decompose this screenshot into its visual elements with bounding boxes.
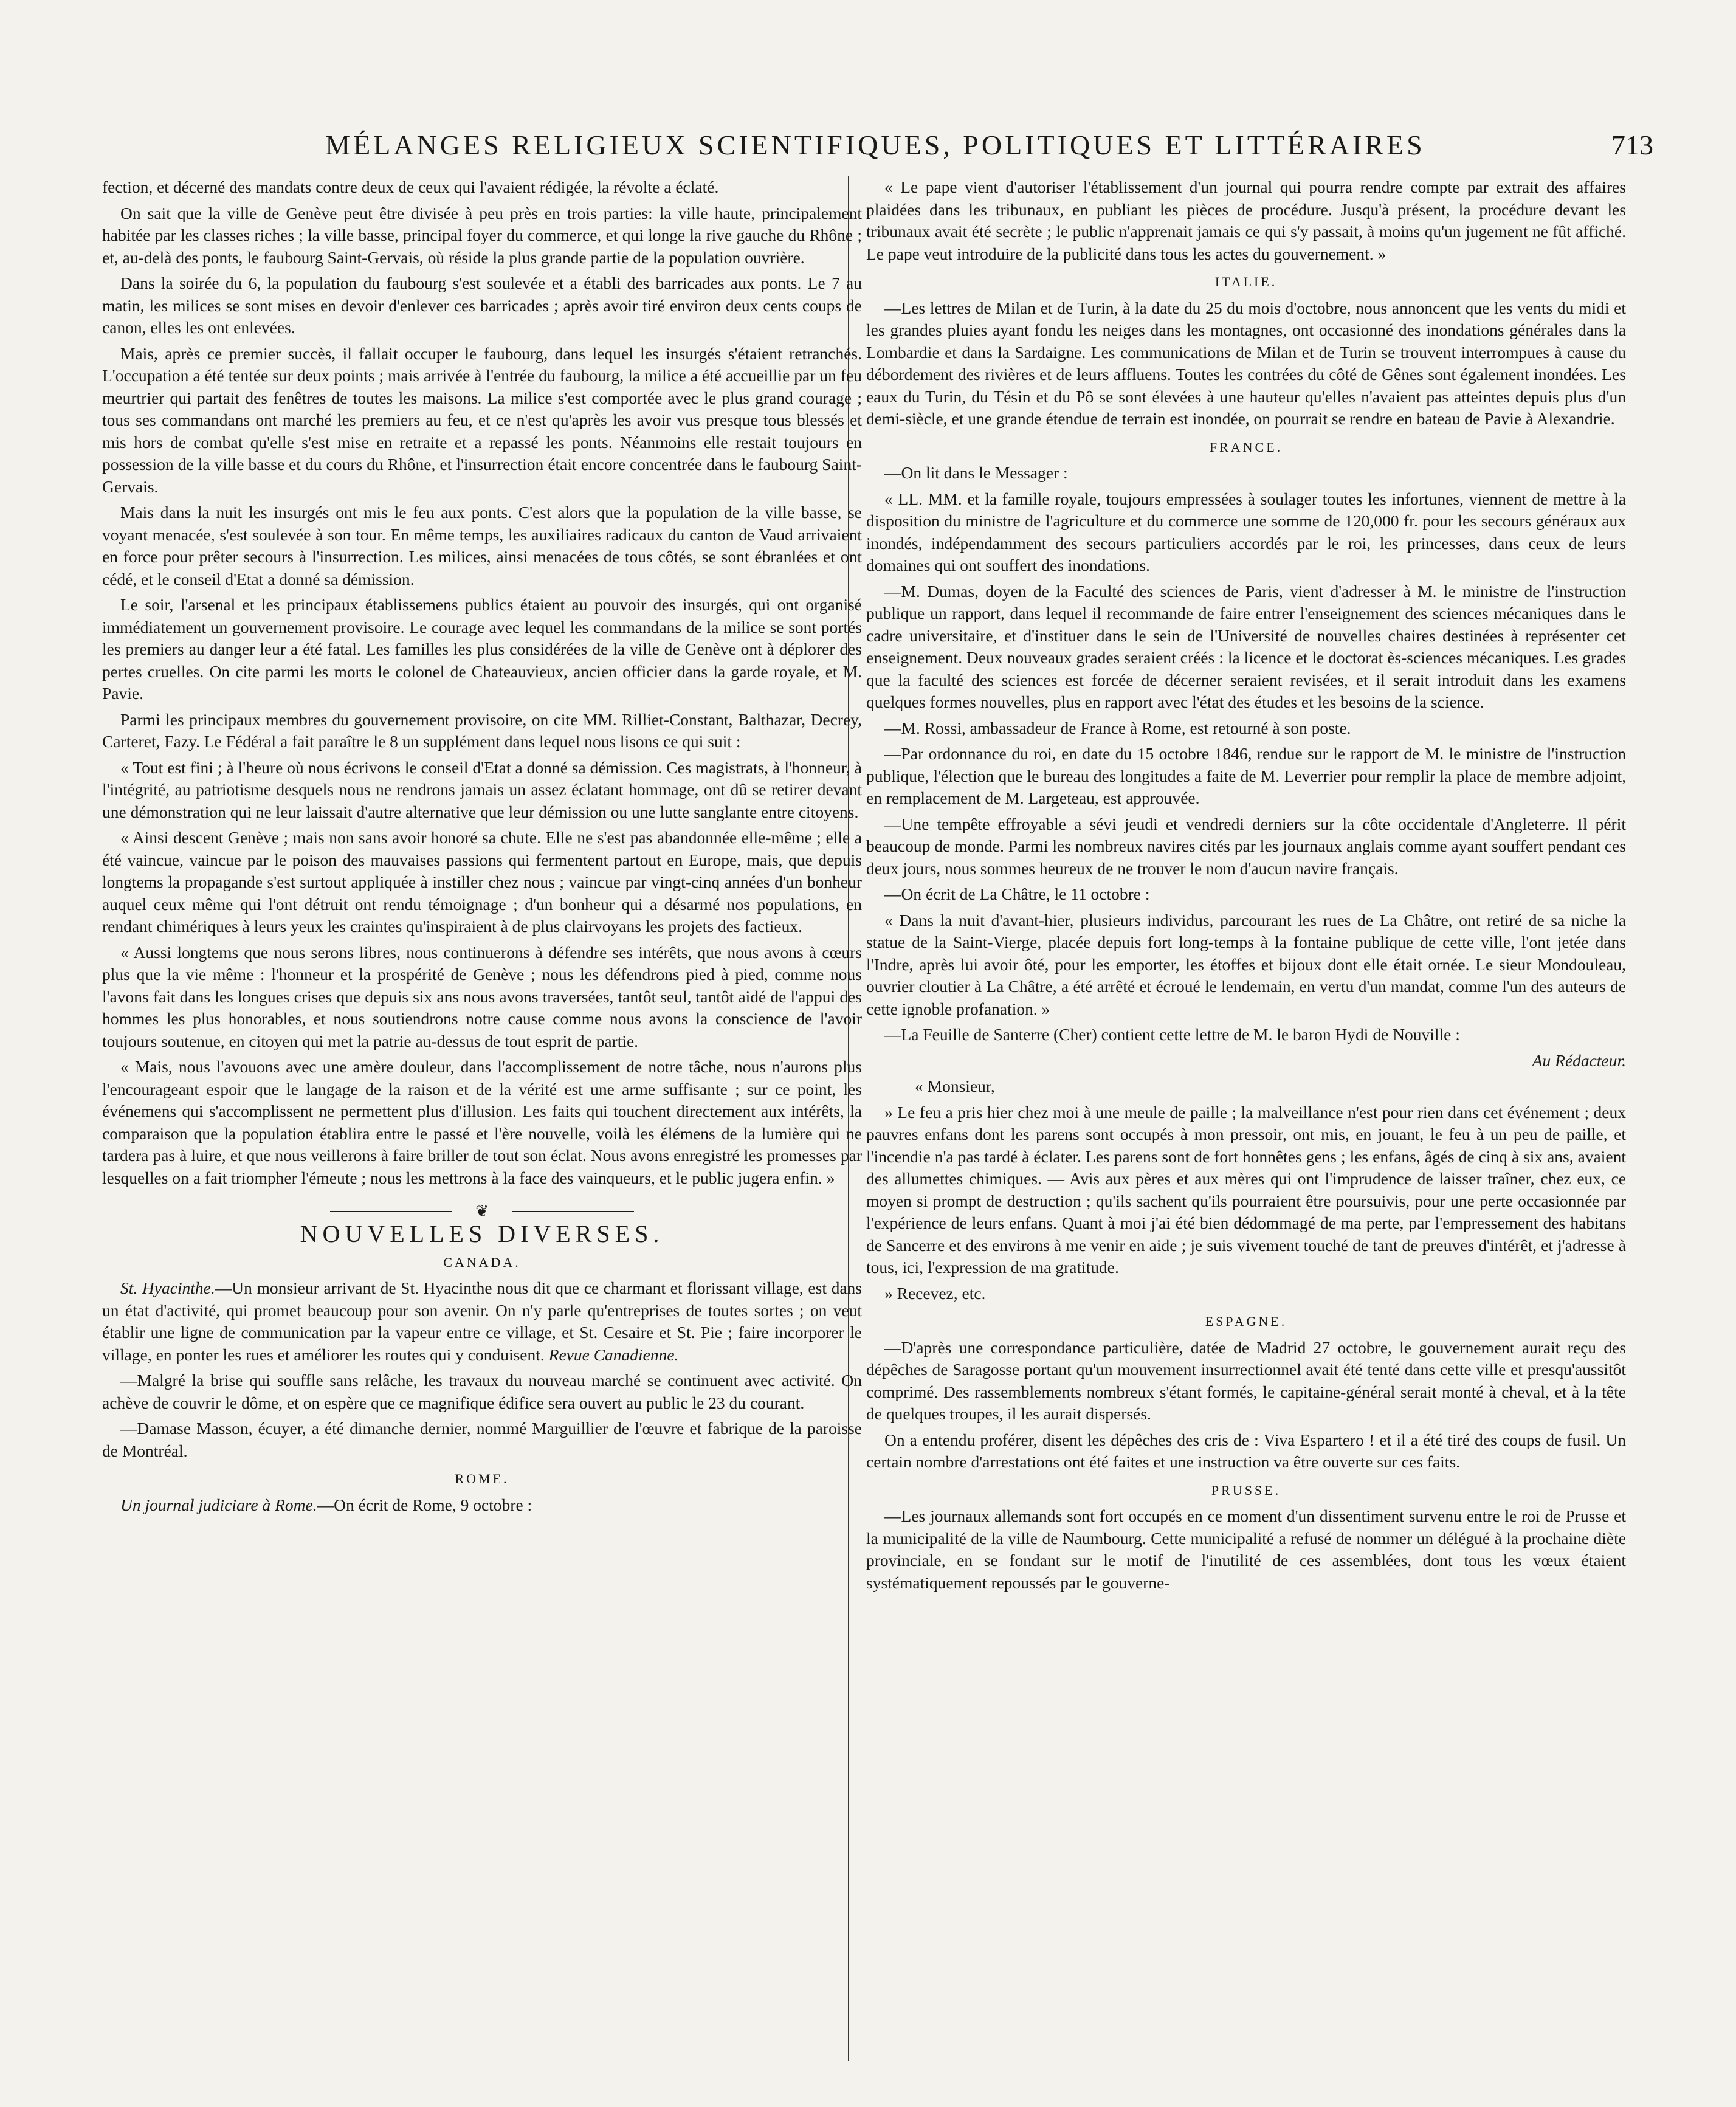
article-paragraph: Parmi les principaux membres du gouvernement provisoire, on cite MM. Rilliet-Constant, Balthazar, Decrey, Carteret, Fazy. Le Fédéral a fait paraître le 8 un supplément dans lequel nous lisons ce qui suit : xyxy=(102,709,862,751)
section-head-espagne: ESPAGNE. xyxy=(1205,1314,1287,1329)
quoted-paragraph: « Tout est fini ; à l'heure où nous écrivons le conseil d'Etat a donné sa démission. Ces magistrats, à l'honneur, à l'intégrité, au patriotisme desquels nous ne rendrons jamais un assez éclatant hommage, ont dû se retirer devant une démonstration qui ne leur laissait d'autre alternative que leur démission ou une lutte sanglante entre citoyens. xyxy=(102,757,862,821)
news-item: —D'après une correspondance particulière, datée de Madrid 27 octobre, le gouvernement aurait reçu des dépêches de Saragosse portant qu'un mouvement insurrectionnel avait été tenté dans cette ville et presqu'aussitôt comprimé. Des rassemblements nombreux s'étant formés, le capitaine-général serait monté à cheval, et à la tête de quelques troupes, il les aurait dispersés. xyxy=(866,1337,1626,1423)
ornament-line-left xyxy=(330,1211,452,1212)
section-head-italie: ITALIE. xyxy=(1214,274,1278,289)
letter-closing: » Recevez, etc. xyxy=(884,1283,986,1303)
article-paragraph: fection, et décerné des mandats contre deux de ceux qui l'avaient rédigée, la révolte a éclaté. xyxy=(102,178,719,196)
article-paragraph: On sait que la ville de Genève peut être divisée à peu près en trois parties: la ville haute, principalement habitée par les classes riches ; la ville basse, principal foyer du commerce, et qui longe la rive gauche du Rhône ; et, au-delà des ponts, le faubourg Saint-Gervais, où réside la plus grande partie de la population ouvrière. xyxy=(102,203,862,267)
section-head-prusse: PRUSSE. xyxy=(1211,1482,1281,1498)
running-title: MÉLANGES RELIGIEUX SCIENTIFIQUES, POLITIQUES ET LITTÉRAIRES xyxy=(325,129,1425,160)
letter-addressee: Au Rédacteur. xyxy=(1532,1050,1626,1070)
decorative-ornament xyxy=(330,1204,634,1219)
letter-salutation: « Monsieur, xyxy=(915,1077,995,1095)
news-item: —On écrit de Rome, 9 octobre : xyxy=(317,1495,532,1514)
quoted-paragraph: « Le pape vient d'autoriser l'établissement d'un journal qui pourra rendre compte par extrait des affaires plaidées dans les tribunaux, en publiant les pièces de procédure. Jusqu'à présent, la procédure devant les tribunaux avait été secrète ; le public n'apprenait jamais ce qui s'y passait, à moins qu'un jugement ne fût affiché. Le pape veut introduire de la publicité dans tous les actes du gouvernement. » xyxy=(866,178,1626,263)
ornament-knot-icon: ❦ xyxy=(475,1202,489,1220)
section-head-rome: ROME. xyxy=(455,1471,509,1486)
news-item: —Les lettres de Milan et de Turin, à la date du 25 du mois d'octobre, nous annoncent que les vents du midi et les grandes pluies ayant fondu les neiges dans les montagnes, ont occasionné des inondations générales dans la Lombardie et dans la Sardaigne. Les communications de Milan et de Turin se trouvent interrompues à cause du débordement des rivières et de leurs affluens. Toutes les contrées du côté de Gênes sont également inondées. Les eaux du Turin, du Tésin et du Pô se sont élevées à une hauteur qu'elles n'avaient pas atteintes depuis plus d'un demi-siècle, et une grande étendue de terrain est inondée, on pourrait se rendre en bateau de Pavie à Alexandrie. xyxy=(866,298,1626,428)
section-head-canada: CANADA. xyxy=(443,1254,521,1270)
page-header xyxy=(97,122,1653,176)
right-column xyxy=(866,176,1626,1598)
news-item: —La Feuille de Santerre (Cher) contient cette lettre de M. le baron Hydi de Nouville : xyxy=(884,1025,1460,1044)
quoted-paragraph: « Dans la nuit d'avant-hier, plusieurs individus, parcourant les rues de La Châtre, ont retiré de sa niche la statue de la Saint-Vierge, placée depuis fort long-temps à la fontaine publique de cette ville, l'ont jetée dans l'Indre, après lui avoir ôté, pour les emporter, les étoffes et bijoux dont elle était ornée. Le sieur Mondouleau, ouvrier cloutier à La Châtre, a été arrêté et écroué le lendemain, en vertu d'un mandat, comme l'un des auteurs de cette ignoble profanation. » xyxy=(866,910,1626,1018)
news-item: —M. Rossi, ambassadeur de France à Rome, est retourné à son poste. xyxy=(884,718,1351,737)
news-item: —Malgré la brise qui souffle sans relâche, les travaux du nouveau marché se continuent avec activité. On achève de couvrir le dôme, et on espère que ce magnifique édifice sera ouvert au public le 23 du courant. xyxy=(102,1371,862,1412)
item-lead: Un journal judiciare à Rome. xyxy=(120,1495,317,1514)
section-head-france: FRANCE. xyxy=(1209,439,1283,455)
section-title-nouvelles: NOUVELLES DIVERSES. xyxy=(300,1220,664,1247)
news-item: —Par ordonnance du roi, en date du 15 octobre 1846, rendue sur le rapport de M. le ministre de l'instruction publique, l'élection que le bureau des longitudes a faite de M. Leverrier pour remplir la place de membre adjoint, en remplacement de M. Largeteau, est approuvée. xyxy=(866,744,1626,807)
source-citation: Revue Canadienne. xyxy=(548,1345,679,1364)
place-name: St. Hyacinthe. xyxy=(120,1278,215,1297)
article-paragraph: Dans la soirée du 6, la population du faubourg s'est soulevée et a établi des barricades aux ponts. Le 7 au matin, les milices se sont mises en devoir d'enlever ces barricades ; après avoir tiré environ deux cents coups de canon, elles les ont enlevées. xyxy=(102,274,862,337)
news-item: —Une tempête effroyable a sévi jeudi et vendredi derniers sur la côte occidentale d'Angleterre. Il périt beaucoup de monde. Parmi les nombreux navires cités par les journaux anglais comme ayant souffert pendant ces deux jours, nous sommes heureux de ne trouver le nom d'aucun navire français. xyxy=(866,814,1626,878)
quoted-paragraph: « Ainsi descent Genève ; mais non sans avoir honoré sa chute. Elle ne s'est pas abandonnée elle-même ; elle a été vaincue, vaincue par le poison des mauvaises passions qui fermentent partout en Europe, mais, que depuis longtems la propagande s'est surtout appliquée à instiller chez nous ; vaincue par vingt-cinq années d'un bonheur auquel ceux même qui l'ont détruit ont rendu témoignage ; d'un bonheur qui a désarmé nos populations, en rendant chimériques à leurs yeux les craintes qu'inspiraient à de plus clairvoyans les projets des factieux. xyxy=(102,828,862,936)
ornament-line-right xyxy=(512,1211,634,1212)
news-item: —M. Dumas, doyen de la Faculté des sciences de Paris, vient d'adresser à M. le ministre de l'instruction publique un rapport, dans lequel il recommande de faire entrer l'enseignement des sciences mécaniques dans le cadre universitaire, et d'instituer dans le sein de l'Université de nouvelles chaires destinées à représenter cet enseignement. Deux nouveaux grades seraient créés : la licence et le doctorat ès-sciences mécaniques. Les grades que la faculté des sciences est forcée de décerner seraient revisées, et il serait introduit dans les examens quelques formes nouvelles, plus en rapport avec l'état des études et les besoins de la science. xyxy=(866,581,1626,711)
article-paragraph: Mais, après ce premier succès, il fallait occuper le faubourg, dans lequel les insurgés s'étaient retranchés. L'occupation a été tentée sur deux points ; mais arrivée à l'entrée du faubourg, la milice a été accueillie par un feu meurtrier qui partait des fenêtres de toutes les maisons. La milice s'est comportée avec le plus grand courage ; tous ses commandans ont marché les premiers au feu, et ce n'est qu'après les avoir vus presque tous blessés et mis hors de combat qu'elle s'est mise en retraite et a repassé les ponts. Néanmoins elle restait toujours en possession de la ville basse et du cours du Rhône, et l'insurrection était encore concentrée dans le faubourg Saint-Gervais. xyxy=(102,343,862,496)
quoted-paragraph: « Aussi longtems que nous serons libres, nous continuerons à défendre ses intérêts, que nous avons à cœurs plus que la vie même : l'honneur et la prospérité de Genève ; nous les défendrons pied à pied, comme nous l'avons fait dans les longues crises que depuis six ans nous avons traversées, tantôt seul, tantôt aidé de l'appui des hommes les plus honorables, et nous soutiendrons notre cause comme nous avons la conscience de l'avoir toujours soutenue, en citoyen qui met la patrie au-dessus de tout esprit de partie. xyxy=(102,942,862,1050)
page-number: 713 xyxy=(1611,129,1653,160)
news-item: —Damase Masson, écuyer, a été dimanche dernier, nommé Marguillier de l'œuvre et fabrique de la paroisse de Montréal. xyxy=(102,1419,862,1460)
news-item: —Un monsieur arrivant de St. Hyacinthe nous dit que ce charmant et florissant village, est dans un état d'activité, qui promet beaucoup pour son avenir. On n'y parle qu'entreprises de toutes sortes ; on veut établir une ligne de communication par la vapeur entre ce village, et St. Cesaire et St. Pie ; faire incorporer le village, en ponter les rues et améliorer les routes qui y conduisent. xyxy=(102,1278,862,1364)
quoted-paragraph: « LL. MM. et la famille royale, toujours empressées à soulager toutes les infortunes, viennent de mettre à la disposition du ministre de l'agriculture et du commerce une somme de 120,000 fr. pour les secours généraux aux inondés, indépendamment des secours particuliers accordés par le roi, les princesses, dans ceux de leurs domaines qui ont souffert des inondations. xyxy=(866,489,1626,574)
article-paragraph: Mais dans la nuit les insurgés ont mis le feu aux ponts. C'est alors que la population de la ville basse, se voyant menacée, s'est soulevée à son tour. En même temps, les auxiliaires radicaux du canton de Vaud arrivaient en force pour prêter secours à l'insurrection. Les milices, ainsi menacées de tous côtés, se sont ébranlées et ont cédé, et le conseil d'Etat a donné sa démission. xyxy=(102,503,862,588)
article-paragraph: Le soir, l'arsenal et les principaux établissemens publics étaient au pouvoir des insurgés, qui ont organisé immédiatement un gouvernement provisoire. Le courage avec lequel les commandans de la milice se sont portés les premiers au danger leur a été fatal. Les familles les plus considérées de la ville de Genève ont à déplorer des pertes cruelles. On cite parmi les morts le colonel de Chateauvieux, ancien officier dans la garde royale, et M. Pavie. xyxy=(102,595,862,703)
news-item: —Les journaux allemands sont fort occupés en ce moment d'un dissentiment survenu entre le roi de Prusse et la municipalité de la ville de Naumbourg. Cette municipalité a refusé de nommer un délégué à la prochaine diète provinciale, en se fondant sur le motif de l'inutilité de ces assemblées, dont tous les vœux étaient systématiquement repoussés par le gouverne- xyxy=(866,1506,1626,1592)
news-item: On a entendu proférer, disent les dépêches des cris de : Viva Espartero ! et il a été tiré des coups de fusil. Un certain nombre d'arrestations ont été faites et une instruction va être ouverte sur ces faits. xyxy=(866,1430,1626,1471)
quoted-paragraph: « Mais, nous l'avouons avec une amère douleur, dans l'accomplissement de notre tâche, nous n'aurons plus l'encourageant espoir que le langage de la raison et de la vérité est une arme suffisante ; sur ce point, les événemens qui s'accomplissent ne permettent plus d'illusion. Les faits qui touchent directement aux intérêts, la comparaison que la population établira entre le passé et l'ère nouvelle, voilà les élémens de la lumière qui ne tardera pas à luire, et que nous veillerons à faire briller de tout son éclat. Nous avons enregistré les promesses par lesquelles on a fait triompher l'émeute ; nous les mettrons à la face des vainqueurs, et le public jugera enfin. » xyxy=(102,1057,862,1187)
left-column xyxy=(102,176,862,1520)
news-item: —On lit dans le Messager : xyxy=(884,463,1068,482)
letter-paragraph: » Le feu a pris hier chez moi à une meule de paille ; la malveillance n'est pour rien dans cet événement ; deux pauvres enfans dont les parens sont occupés à mon pressoir, ont mis, en jouant, le feu à un peu de paille, et l'incendie n'a pas tardé à éclater. Les parens sont de fort honnêtes gens ; les enfans, âgés de cinq à six ans, avaient des allumettes chimiques. — Avis aux pères et aux mères qui ont l'imprudence de laisser traîner, chez eux, ce moyen si prompt de destruction ; qu'ils sachent qu'ils pourraient être poursuivis, pour une perte occasionnée par l'expérience de leurs enfans. Quant à moi j'ai été bien dédommagé de ma perte, par l'empressement des habitans de Sancerre et des environs à me venir en aide ; je suis vivement touché de tant de preuves d'intérêt, et j'adresse à tous, ici, l'expression de ma gratitude. xyxy=(866,1102,1626,1277)
news-item: —On écrit de La Châtre, le 11 octobre : xyxy=(884,885,1150,903)
